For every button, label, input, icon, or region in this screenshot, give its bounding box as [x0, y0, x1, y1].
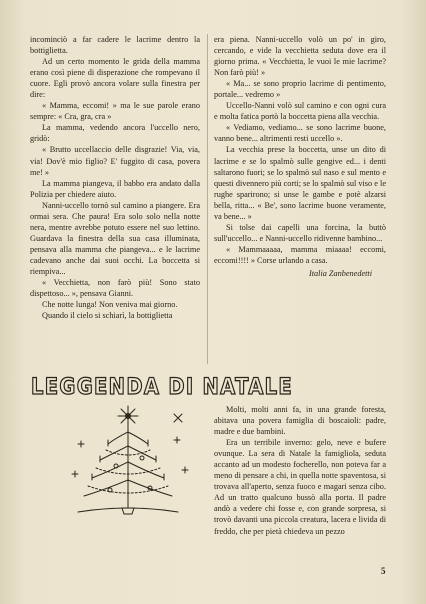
paragraph: « Vecchietta, non farò più! Sono stato dispettoso... », pensava Gianni.	[30, 278, 200, 299]
paragraph: La mamma, vedendo ancora l'uccello nero, gridò:	[30, 123, 200, 144]
title-text: LEGGENDA DI NATALE	[31, 375, 293, 400]
paragraph: « Ma... se sono proprio lacrime di pentimento, portale... vedremo »	[214, 79, 386, 100]
paragraph: Che notte lunga! Non veniva mai giorno.	[42, 300, 178, 310]
paragraph: Molti, molti anni fa, in una grande foresta, abitava una povera famiglia di boscaioli: padre, madre e due bambini.	[214, 405, 386, 437]
paragraph: Quando il cielo si schiarì, la bottiglietta	[42, 311, 173, 321]
paragraph: « Vediamo, vediamo... se sono lacrime buone, vanno bene... altrimenti resti uccello ».	[214, 123, 386, 144]
story-right-column	[214, 404, 386, 537]
paragraph: « Mammaaaaa, mamma miaaaa! eccomi, eccomi!!!! » Corse urlando a casa.	[214, 244, 386, 265]
christmas-tree-illustration-icon	[58, 400, 198, 520]
paragraph: Si tolse dai capelli una forcina, la buttò sull'uccello... e Nanni-uccello ridivenne bambino...	[214, 222, 386, 243]
paragraph: La mamma piangeva, il babbo era andato dalla Polizia per chiedere aiuto.	[30, 178, 200, 199]
paragraph: La vecchia prese la boccetta, unse un dito di lacrime e se lo spalmò sulle gengive ed... i denti saltarono fuori; se lo spalmò sul naso e sul mento e questi divennero più corti; se lo spalmò sul viso e le rughe sparirono; si unse le gambe e potè alzarsi bella, ritta... « Be', sono lacrime buone veramente, va bene... »	[214, 145, 386, 221]
story-title	[30, 373, 390, 399]
column-divider	[207, 34, 208, 364]
article-left-column	[30, 34, 200, 321]
paragraph: Nanni-uccello tornò sul camino a piangere. Era ormai sera. Che paura! Era solo solo nella notte nera, mentre avrebbe potuto essere nel suo lettino. Guardava la finestra della sua casa illuminata, pensava alla mamma che piangeva... e le lacrime cadevano anche dai suoi occhi. La boccetta si riempiva...	[30, 200, 200, 276]
title-lettering	[30, 373, 295, 399]
paragraph: « Mamma, eccomi! » ma le sue parole erano sempre: « Cra, gra, cra »	[30, 101, 200, 122]
paragraph: incominciò a far cadere le lacrime dentro la bottiglietta.	[30, 35, 200, 56]
author-signature: Italia Zanbenedetti	[308, 268, 372, 278]
paragraph: Uccello-Nanni volò sul camino e con ogni cura e molta fatica portò la boccetta piena alla vecchia.	[214, 101, 386, 122]
paragraph: era piena. Nanni-uccello volò un po' in giro, cercando, e vide la vecchietta seduta dove era il giorno prima. « Vecchietta, le vuoi le mie lacrime? Non farò più! »	[214, 35, 386, 78]
article-right-column	[214, 34, 386, 279]
page-number: 5	[381, 566, 386, 576]
paragraph: Ad un certo momento le grida della mamma erano così piene di disperazione che rompevano il cuore. Egli provò ancora volare sulla finestra per dire:	[30, 57, 200, 100]
paragraph: « Brutto uccellaccio delle disgrazie! Via, via, via! Dov'è mio figlio? E' fuggito di casa, povera me! »	[30, 145, 200, 177]
paragraph: Era un terribile inverno: gelo, neve e bufere ovunque. La sera di Natale la famigliola, seduta accanto ad un modesto focherello, non poteva far a meno di pensare a chi, in quella notte spaventosa, si trovava all'aperto, senza fuoco e magari senza cibo. Ad un tratto qualcuno bussò alla porta. Il padre andò a vedere chi fosse e, con grande sorpresa, si trovò davanti una piccola creatura, lacera e livida di freddo, che per pietà chiedeva un pezzo	[214, 438, 386, 536]
